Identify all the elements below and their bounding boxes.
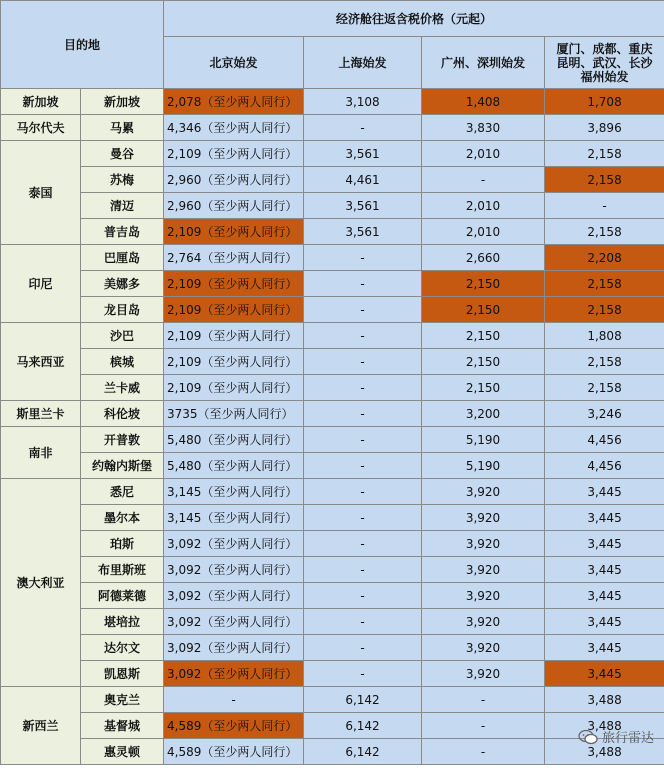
guangzhou-price: 3,920	[422, 609, 545, 635]
guangzhou-price: 2,150	[422, 297, 545, 323]
guangzhou-price: 5,190	[422, 427, 545, 453]
table-row	[1, 115, 664, 141]
guangzhou-price: 1,408	[422, 89, 545, 115]
shanghai-price: 4,461	[304, 167, 422, 193]
other-price: 3,896	[545, 115, 664, 141]
shanghai-price: -	[304, 505, 422, 531]
table-row	[1, 297, 664, 323]
other-price: 4,456	[545, 427, 664, 453]
shanghai-price: 3,561	[304, 219, 422, 245]
city-cell: 沙巴	[81, 323, 164, 349]
beijing-price: 3,092（至少两人同行）	[164, 661, 304, 687]
table-row	[1, 531, 664, 557]
table-row	[1, 271, 664, 297]
beijing-price: 2,764（至少两人同行）	[164, 245, 304, 271]
shanghai-price: -	[304, 609, 422, 635]
watermark-text: 旅行雷达	[601, 731, 654, 746]
destination-header: 目的地	[1, 1, 164, 89]
city-cell: 悉尼	[81, 479, 164, 505]
table-row	[1, 557, 664, 583]
guangzhou-price: 3,200	[422, 401, 545, 427]
guangzhou-price: -	[422, 739, 545, 765]
shanghai-price: -	[304, 115, 422, 141]
shanghai-price: -	[304, 427, 422, 453]
guangzhou-price: 3,920	[422, 531, 545, 557]
other-price: 3,488	[545, 739, 664, 765]
price-group-header: 经济舱往返含税价格（元起）	[164, 1, 664, 37]
beijing-price: 3,145（至少两人同行）	[164, 505, 304, 531]
table-row	[1, 219, 664, 245]
shanghai-price: -	[304, 297, 422, 323]
beijing-price: 4,589（至少两人同行）	[164, 739, 304, 765]
table-row	[1, 713, 664, 739]
country-cell: 新西兰	[1, 687, 81, 765]
shanghai-price: 6,142	[304, 687, 422, 713]
guangzhou-price: 3,920	[422, 583, 545, 609]
other-price: 3,445	[545, 635, 664, 661]
city-cell: 槟城	[81, 349, 164, 375]
city-cell: 珀斯	[81, 531, 164, 557]
other-price: 2,208	[545, 245, 664, 271]
city-cell: 约翰内斯堡	[81, 453, 164, 479]
country-cell: 马来西亚	[1, 323, 81, 401]
col-header-other-cities: 厦门、成都、重庆 昆明、武汉、长沙 福州始发	[545, 37, 664, 89]
other-price: 3,488	[545, 687, 664, 713]
table-row	[1, 635, 664, 661]
shanghai-price: -	[304, 479, 422, 505]
guangzhou-price: 2,150	[422, 271, 545, 297]
beijing-price: 3,092（至少两人同行）	[164, 531, 304, 557]
other-price: 3,445	[545, 479, 664, 505]
city-cell: 新加坡	[81, 89, 164, 115]
country-cell: 泰国	[1, 141, 81, 245]
shanghai-price: -	[304, 583, 422, 609]
guangzhou-price: 3,920	[422, 661, 545, 687]
city-cell: 奥克兰	[81, 687, 164, 713]
shanghai-price: 3,561	[304, 193, 422, 219]
other-price: 2,158	[545, 167, 664, 193]
beijing-price: 5,480（至少两人同行）	[164, 427, 304, 453]
other-price: 3,445	[545, 609, 664, 635]
table-row	[1, 609, 664, 635]
shanghai-price: -	[304, 323, 422, 349]
beijing-price: 3,092（至少两人同行）	[164, 583, 304, 609]
beijing-price: 3,145（至少两人同行）	[164, 479, 304, 505]
country-cell: 印尼	[1, 245, 81, 323]
city-cell: 科伦坡	[81, 401, 164, 427]
other-price: 3,445	[545, 505, 664, 531]
country-cell: 马尔代夫	[1, 115, 81, 141]
city-cell: 兰卡威	[81, 375, 164, 401]
city-cell: 堪培拉	[81, 609, 164, 635]
table-body	[1, 89, 664, 765]
other-price: 3,445	[545, 531, 664, 557]
guangzhou-price: -	[422, 713, 545, 739]
other-price: 3,445	[545, 583, 664, 609]
table-row	[1, 583, 664, 609]
guangzhou-price: 3,920	[422, 479, 545, 505]
col-header-guangzhou-shenzhen: 广州、深圳始发	[422, 37, 545, 89]
guangzhou-price: 2,660	[422, 245, 545, 271]
shanghai-price: -	[304, 245, 422, 271]
table-row	[1, 479, 664, 505]
beijing-price: 2,078（至少两人同行）	[164, 89, 304, 115]
col-header-shanghai: 上海始发	[304, 37, 422, 89]
table-row	[1, 739, 664, 765]
wechat-icon	[578, 729, 598, 745]
country-cell: 南非	[1, 427, 81, 479]
other-price: 1,808	[545, 323, 664, 349]
other-price: 2,158	[545, 349, 664, 375]
table-row	[1, 661, 664, 687]
shanghai-price: -	[304, 635, 422, 661]
country-cell: 新加坡	[1, 89, 81, 115]
city-cell: 曼谷	[81, 141, 164, 167]
guangzhou-price: 2,010	[422, 219, 545, 245]
table-row	[1, 323, 664, 349]
beijing-price: 2,109（至少两人同行）	[164, 271, 304, 297]
city-cell: 龙目岛	[81, 297, 164, 323]
city-cell: 惠灵顿	[81, 739, 164, 765]
guangzhou-price: 2,150	[422, 375, 545, 401]
watermark	[578, 727, 654, 746]
guangzhou-price: 3,920	[422, 635, 545, 661]
guangzhou-price: 2,150	[422, 349, 545, 375]
beijing-price: 3,092（至少两人同行）	[164, 609, 304, 635]
country-cell: 斯里兰卡	[1, 401, 81, 427]
shanghai-price: -	[304, 557, 422, 583]
table-row	[1, 687, 664, 713]
shanghai-price: 6,142	[304, 739, 422, 765]
shanghai-price: 6,142	[304, 713, 422, 739]
city-cell: 墨尔本	[81, 505, 164, 531]
other-price: 3,445	[545, 557, 664, 583]
table-row	[1, 193, 664, 219]
beijing-price: 2,109（至少两人同行）	[164, 349, 304, 375]
city-cell: 普吉岛	[81, 219, 164, 245]
guangzhou-price: 2,150	[422, 323, 545, 349]
table-row	[1, 245, 664, 271]
beijing-price: 2,109（至少两人同行）	[164, 141, 304, 167]
beijing-price: 3735（至少两人同行）	[164, 401, 304, 427]
shanghai-price: -	[304, 349, 422, 375]
table-row	[1, 375, 664, 401]
city-cell: 阿德莱德	[81, 583, 164, 609]
other-price: 3,488	[545, 713, 664, 739]
guangzhou-price: 3,920	[422, 557, 545, 583]
city-cell: 美娜多	[81, 271, 164, 297]
shanghai-price: -	[304, 375, 422, 401]
country-cell: 澳大利亚	[1, 479, 81, 687]
shanghai-price: -	[304, 531, 422, 557]
other-price: 4,456	[545, 453, 664, 479]
beijing-price: 2,109（至少两人同行）	[164, 297, 304, 323]
other-price: 3,445	[545, 661, 664, 687]
guangzhou-price: -	[422, 687, 545, 713]
other-price: 2,158	[545, 375, 664, 401]
city-cell: 马累	[81, 115, 164, 141]
guangzhou-price: 5,190	[422, 453, 545, 479]
other-price: 2,158	[545, 219, 664, 245]
shanghai-price: 3,108	[304, 89, 422, 115]
city-cell: 基督城	[81, 713, 164, 739]
city-cell: 达尔文	[81, 635, 164, 661]
other-price: 1,708	[545, 89, 664, 115]
table-row	[1, 427, 664, 453]
city-cell: 巴厘岛	[81, 245, 164, 271]
city-cell: 凯恩斯	[81, 661, 164, 687]
beijing-price: 2,109（至少两人同行）	[164, 219, 304, 245]
table-row	[1, 453, 664, 479]
guangzhou-price: 2,010	[422, 193, 545, 219]
guangzhou-price: 3,830	[422, 115, 545, 141]
beijing-price: 4,346（至少两人同行）	[164, 115, 304, 141]
guangzhou-price: 3,920	[422, 505, 545, 531]
table-row	[1, 505, 664, 531]
beijing-price: 2,960（至少两人同行）	[164, 193, 304, 219]
other-price: 2,158	[545, 271, 664, 297]
shanghai-price: -	[304, 401, 422, 427]
guangzhou-price: 2,010	[422, 141, 545, 167]
beijing-price: 4,589（至少两人同行）	[164, 713, 304, 739]
city-cell: 开普敦	[81, 427, 164, 453]
beijing-price: 2,109（至少两人同行）	[164, 375, 304, 401]
city-cell: 清迈	[81, 193, 164, 219]
shanghai-price: -	[304, 661, 422, 687]
beijing-price: -	[164, 687, 304, 713]
table-row	[1, 167, 664, 193]
shanghai-price: 3,561	[304, 141, 422, 167]
col-header-beijing: 北京始发	[164, 37, 304, 89]
guangzhou-price: -	[422, 167, 545, 193]
beijing-price: 2,109（至少两人同行）	[164, 323, 304, 349]
beijing-price: 5,480（至少两人同行）	[164, 453, 304, 479]
beijing-price: 2,960（至少两人同行）	[164, 167, 304, 193]
table-row	[1, 89, 664, 115]
shanghai-price: -	[304, 271, 422, 297]
city-cell: 布里斯班	[81, 557, 164, 583]
table-row	[1, 141, 664, 167]
other-price: 3,246	[545, 401, 664, 427]
shanghai-price: -	[304, 453, 422, 479]
other-price: 2,158	[545, 297, 664, 323]
other-price: -	[545, 193, 664, 219]
table-row	[1, 401, 664, 427]
beijing-price: 3,092（至少两人同行）	[164, 635, 304, 661]
table-row	[1, 349, 664, 375]
other-price: 2,158	[545, 141, 664, 167]
city-cell: 苏梅	[81, 167, 164, 193]
beijing-price: 3,092（至少两人同行）	[164, 557, 304, 583]
